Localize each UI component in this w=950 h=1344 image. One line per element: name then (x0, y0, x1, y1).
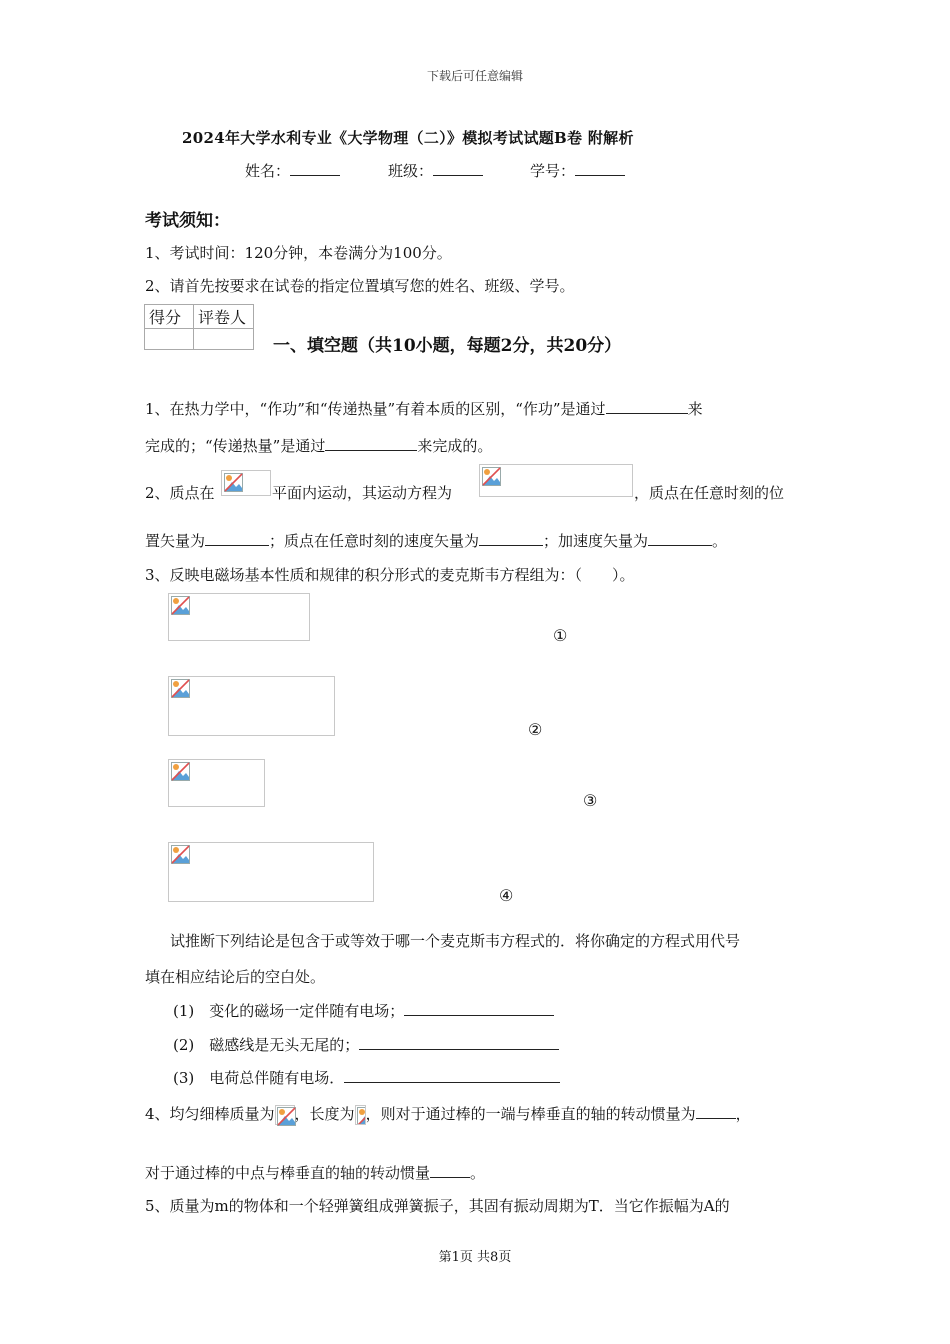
name-field (245, 160, 340, 181)
score-header: 得分 (145, 305, 194, 329)
question-3-sub-1 (173, 1000, 554, 1021)
score-cell (145, 329, 194, 350)
question-3-instruction-a: 试推断下列结论是包含于或等效于哪一个麦克斯韦方程式的．将你确定的方程式用代号 (170, 932, 741, 950)
broken-image-icon (168, 842, 374, 902)
q2-text-g: 。 (712, 532, 728, 550)
broken-image-icon (168, 759, 265, 807)
q2-blank-2 (479, 531, 543, 546)
q2-blank-1 (205, 531, 269, 546)
q3-blank-3 (344, 1068, 560, 1083)
broken-image-icon (355, 1105, 366, 1125)
q1-blank-2 (325, 436, 417, 451)
question-5-text: 5、质量为m的物体和一个轻弹簧组成弹簧振子，其固有振动周期为T．当它作振幅为A的 (145, 1197, 730, 1215)
header-note: 下载后可任意编辑 (426, 69, 523, 83)
question-1-line1 (145, 398, 703, 419)
name-label: 姓名： (245, 162, 291, 180)
q4-text-b: ，长度为 (294, 1105, 355, 1123)
q1-text-b: 来 (687, 400, 703, 418)
q4-text-f: 。 (470, 1164, 486, 1182)
question-2-line2 (145, 530, 727, 551)
question-1-line2 (145, 435, 492, 456)
class-field (388, 160, 483, 181)
q2-text-d: 置矢量为 (145, 532, 206, 550)
question-3-sub-3 (173, 1067, 560, 1088)
q2-text-f: ；加速度矢量为 (543, 532, 649, 550)
question-3-stem: 3、反映电磁场基本性质和规律的积分形式的麦克斯韦方程组为：（ ）。 (145, 566, 635, 584)
equation-marker-2: ② (528, 720, 543, 739)
question-4-line2 (145, 1162, 485, 1183)
page-footer: 第1页 共8页 (438, 1250, 512, 1265)
question-2-text-b: 平面内运动，其运动方程为 (272, 484, 453, 502)
q2-blank-3 (648, 531, 712, 546)
notice-title: 考试须知： (145, 211, 230, 231)
id-label: 学号： (530, 162, 576, 180)
q4-text-d: ， (735, 1105, 751, 1123)
q1-text-a: 1、在热力学中，“作功”和“传递热量”有着本质的区别，“作功”是通过 (145, 400, 606, 418)
q1-text-c: 完成的；“传递热量”是通过 (145, 437, 326, 455)
broken-image-icon (168, 676, 335, 736)
id-field (530, 160, 625, 181)
broken-image-icon (168, 593, 310, 641)
question-3-sub-2 (173, 1034, 559, 1055)
broken-image-icon (479, 464, 633, 497)
equation-marker-3: ③ (583, 791, 598, 810)
q3-blank-1 (404, 1001, 554, 1016)
notice-item: 2、请首先按要求在试卷的指定位置填写您的姓名、班级、学号。 (145, 277, 575, 295)
question-2-text-c: ，质点在任意时刻的位 (634, 484, 785, 502)
grader-header: 评卷人 (194, 305, 254, 329)
broken-image-icon (275, 1105, 295, 1125)
page-title: 2024年大学水利专业《大学物理（二）》模拟考试试题B卷 附解析 (182, 129, 634, 147)
q3-sub-2-text: (2) 磁感线是无头无尾的； (173, 1036, 360, 1054)
question-3-instruction-b: 填在相应结论后的空白处。 (145, 968, 326, 986)
q4-blank-1 (696, 1104, 736, 1119)
equation-marker-4: ④ (499, 886, 514, 905)
question-4-line1 (145, 1103, 751, 1125)
score-table (144, 304, 254, 350)
q4-text-a: 4、均匀细棒质量为 (145, 1105, 275, 1123)
grader-cell (194, 329, 254, 350)
q1-text-d: 来完成的。 (417, 437, 493, 455)
section-title: 一、填空题（共10小题，每题2分，共20分） (273, 336, 622, 356)
q4-blank-2 (430, 1163, 470, 1178)
q3-sub-3-text: (3) 电荷总伴随有电场． (173, 1069, 345, 1087)
q4-text-e: 对于通过棒的中点与棒垂直的轴的转动惯量 (145, 1164, 431, 1182)
q3-sub-1-text: (1) 变化的磁场一定伴随有电场； (173, 1002, 405, 1020)
q1-blank-1 (606, 399, 688, 414)
notice-item: 1、考试时间：120分钟，本卷满分为100分。 (145, 244, 452, 262)
broken-image-icon (221, 470, 271, 496)
q2-text-e: ；质点在任意时刻的速度矢量为 (269, 532, 480, 550)
equation-marker-1: ① (553, 626, 568, 645)
q4-text-c: ，则对于通过棒的一端与棒垂直的轴的转动惯量为 (365, 1105, 696, 1123)
question-2-text-a: 2、质点在 (145, 484, 215, 502)
q3-blank-2 (359, 1035, 559, 1050)
class-label: 班级： (388, 162, 434, 180)
